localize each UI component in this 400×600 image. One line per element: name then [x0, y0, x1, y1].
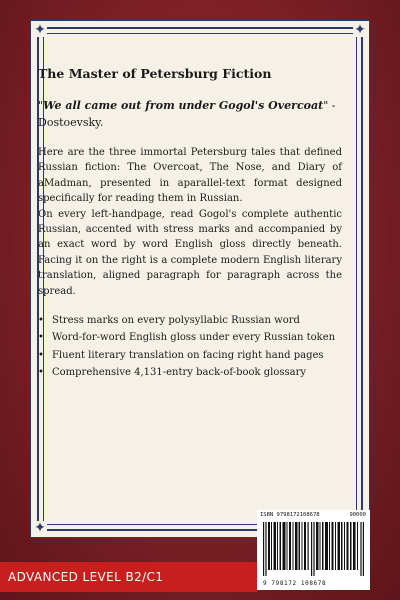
feature-list-item	[38, 365, 342, 380]
description-content	[38, 66, 342, 383]
level-banner	[0, 562, 257, 592]
isbn-label: ISBN 9798172108678	[260, 512, 320, 518]
feature-text: Comprehensive 4,131-entry back-of-book glossary	[52, 367, 307, 379]
corner-ornament-icon: ✦	[34, 22, 46, 38]
epigraph-quote: "We all came out from under Gogol's Overcoat" - Dostoevsky.	[38, 99, 336, 129]
bullet-icon: •	[38, 315, 44, 327]
feature-list-item	[38, 330, 342, 345]
price-code: 90000	[349, 512, 366, 518]
bullet-icon: •	[38, 367, 44, 379]
feature-list-item	[38, 348, 342, 363]
barcode-icon	[263, 522, 364, 576]
corner-ornament-icon: ✦	[34, 520, 46, 536]
quote-text: We all came out from under Gogol's Overcoat	[43, 99, 324, 112]
bullet-icon: •	[38, 349, 44, 361]
level-label: ADVANCED LEVEL B2/C1	[8, 570, 164, 584]
feature-list	[38, 313, 342, 381]
corner-ornament-icon: ✦	[354, 22, 366, 38]
description-paragraph-2: On every left-handpage, read Gogol's complete authentic Russian, accented with stress marks and accompanied by an exact word by word English gloss directly beneath. Facing it on the right is a complete modern English literary translation, aligned paragraph for paragraph across the spread.	[38, 208, 342, 297]
feature-text: Fluent literary translation on facing right hand pages	[52, 349, 324, 361]
feature-text: Stress marks on every polysyllabic Russian word	[52, 315, 300, 327]
description-paragraph-1: Here are the three immortal Petersburg tales that defined Russian fiction: The Overcoat, The Nose, and Diary of aMadman, presented in aparallel-text format designed specifically for reading them in Russian.	[38, 147, 342, 205]
panel-heading: The Master of Petersburg Fiction	[38, 66, 272, 81]
isbn-digits: 9 798172 108678	[263, 580, 327, 587]
bullet-icon: •	[38, 332, 44, 344]
barcode-box	[257, 510, 370, 590]
feature-text: Word-for-word English gloss under every Russian token	[52, 332, 336, 344]
quote-author: - Dostoevsky.	[38, 99, 336, 129]
feature-list-item	[38, 313, 342, 328]
